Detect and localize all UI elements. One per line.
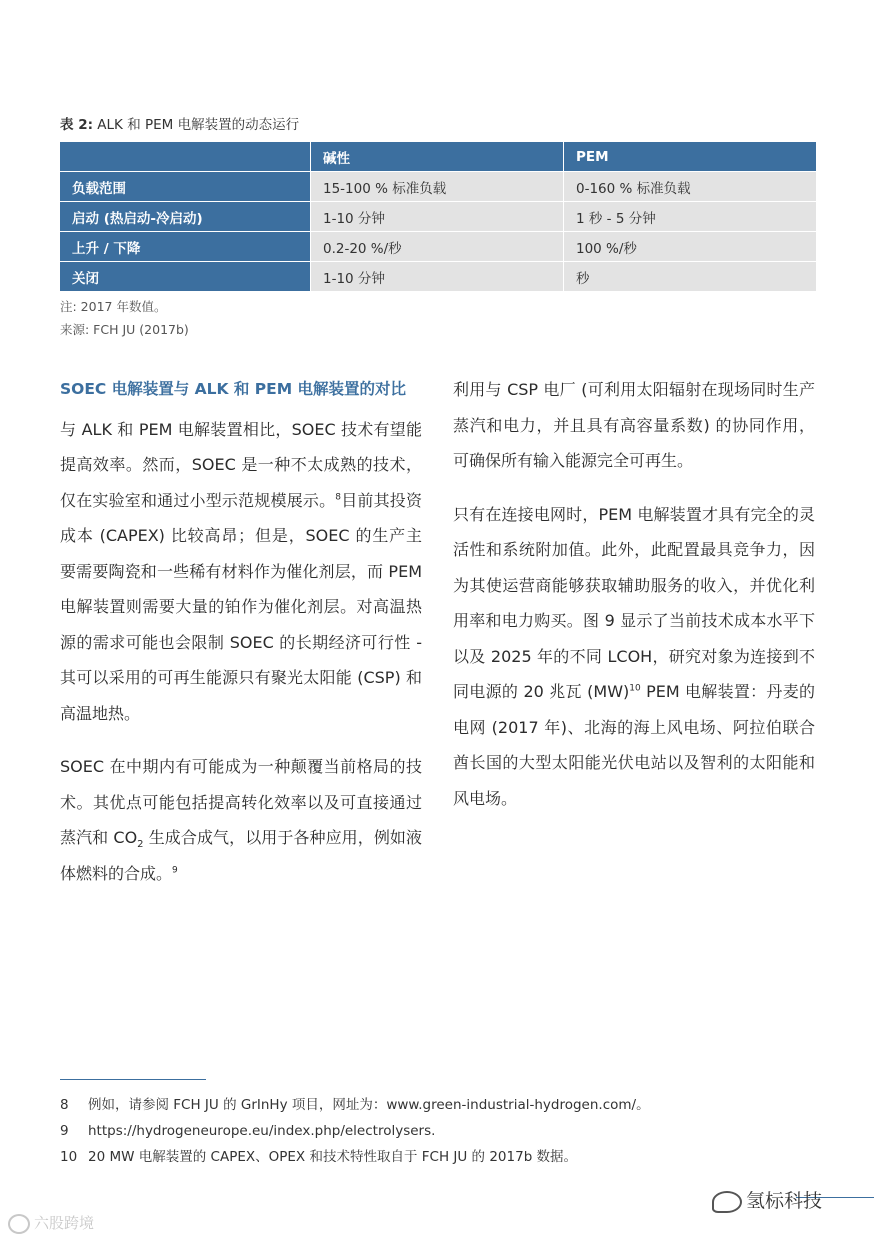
footnote-number: 8 bbox=[60, 1097, 69, 1113]
footnote-ref: 10 bbox=[629, 683, 641, 694]
footnote-text: https://hydrogeneurope.eu/index.php/electrolysers. bbox=[88, 1123, 436, 1139]
watermark-right-text: 氢标科技 bbox=[746, 1190, 823, 1212]
paragraph-text: SOEC 在中期内有可能成为一种颠覆当前格局的技术。其优点可能包括提高转化效率以及可直接通过蒸汽和 CO bbox=[60, 757, 422, 847]
footnotes bbox=[60, 1092, 820, 1170]
watermark-left-text: 六股跨境 bbox=[34, 1214, 95, 1232]
table-row bbox=[60, 232, 816, 262]
wechat-icon bbox=[712, 1191, 742, 1213]
table-caption-label: 表 2: bbox=[60, 117, 93, 133]
pem-value: 1 秒 - 5 分钟 bbox=[564, 202, 817, 232]
right-column bbox=[453, 372, 815, 834]
table-row bbox=[60, 262, 816, 292]
logo-icon bbox=[8, 1214, 30, 1234]
alk-value: 15-100 % 标准负载 bbox=[311, 172, 564, 202]
alk-value: 1-10 分钟 bbox=[311, 202, 564, 232]
row-label: 关闭 bbox=[60, 262, 311, 292]
footnote-number: 10 bbox=[60, 1149, 78, 1165]
paragraph bbox=[60, 749, 422, 891]
watermark-right bbox=[712, 1186, 822, 1213]
paragraph-text: 目前其投资成本 (CAPEX) 比较高昂；但是，SOEC 的生产主要需要陶瓷和一些稀有材料作为催化剂层，而 PEM 电解装置则需要大量的铂作为催化剂层。对高温热源的需求可能也会限制 SOEC 的长期经济可行性 - 其可以采用的可再生能源只有聚光太阳能 (CSP) 和高温地热。 bbox=[60, 490, 422, 723]
paragraph-text: 只有在连接电网时，PEM 电解装置才具有完全的灵活性和系统附加值。此外，此配置最具竞争力，因为其使运营商能够获取辅助服务的收入，并优化利用率和电力购买。图 9 显示了当前技术成本水平下以及 2025 年的不同 LCOH，研究对象为连接到不同电源的 20 兆瓦 (MW) bbox=[453, 504, 815, 701]
alk-value: 1-10 分钟 bbox=[311, 262, 564, 292]
footnote-number: 9 bbox=[60, 1123, 69, 1139]
paragraph-text: 生成合成气，以用于各种应用，例如液体燃料的合成。 bbox=[60, 828, 422, 883]
paragraph-text: 与 ALK 和 PEM 电解装置相比，SOEC 技术有望能提高效率。然而，SOEC 是一种不太成熟的技术，仅在实验室和通过小型示范规模展示。 bbox=[60, 419, 422, 510]
footnote-text: 例如，请参阅 FCH JU 的 GrInHy 项目，网址为：www.green-industrial-hydrogen.com/。 bbox=[88, 1097, 650, 1113]
pem-value: 100 %/秒 bbox=[564, 232, 817, 262]
table-header-row bbox=[60, 142, 816, 172]
dynamic-operation-table bbox=[60, 142, 816, 292]
footnote-text: 20 MW 电解装置的 CAPEX、OPEX 和技术特性取自于 FCH JU 的 2017b 数据。 bbox=[88, 1149, 578, 1165]
footnote-item bbox=[60, 1144, 820, 1170]
row-label: 启动 (热启动-冷启动) bbox=[60, 202, 311, 232]
pem-value: 秒 bbox=[564, 262, 817, 292]
footnote-item bbox=[60, 1118, 820, 1144]
table-header-alk: 碱性 bbox=[311, 142, 564, 172]
row-label: 上升 / 下降 bbox=[60, 232, 311, 262]
table-note: 注: 2017 年数值。 bbox=[60, 299, 167, 314]
paragraph bbox=[60, 412, 422, 732]
footnote-item bbox=[60, 1092, 820, 1118]
subscript: 2 bbox=[137, 839, 144, 851]
left-column bbox=[60, 372, 422, 909]
footnote-divider bbox=[60, 1079, 206, 1080]
table-header-pem: PEM bbox=[564, 142, 817, 172]
watermark-left bbox=[8, 1212, 94, 1234]
table-row bbox=[60, 202, 816, 232]
table-caption bbox=[60, 113, 299, 133]
table-row bbox=[60, 172, 816, 202]
row-label: 负载范围 bbox=[60, 172, 311, 202]
section-heading: SOEC 电解装置与 ALK 和 PEM 电解装置的对比 bbox=[60, 380, 407, 398]
paragraph-text: PEM 电解装置：丹麦的电网 (2017 年)、北海的海上风电场、阿拉伯联合酋长国的大型太阳能光伏电站以及智利的太阳能和风电场。 bbox=[453, 682, 815, 808]
table-header-empty bbox=[60, 142, 311, 172]
alk-value: 0.2-20 %/秒 bbox=[311, 232, 564, 262]
pem-value: 0-160 % 标准负载 bbox=[564, 172, 817, 202]
paragraph bbox=[453, 497, 815, 817]
paragraph: 利用与 CSP 电厂 (可利用太阳辐射在现场同时生产蒸汽和电力，并且具有高容量系数) 的协同作用，可确保所有输入能源完全可再生。 bbox=[453, 380, 815, 470]
table-caption-text: ALK 和 PEM 电解装置的动态运行 bbox=[97, 117, 300, 133]
footnote-ref: 8 bbox=[335, 492, 342, 503]
table-source: 来源: FCH JU (2017b) bbox=[60, 322, 189, 337]
footnote-ref: 9 bbox=[172, 865, 178, 876]
